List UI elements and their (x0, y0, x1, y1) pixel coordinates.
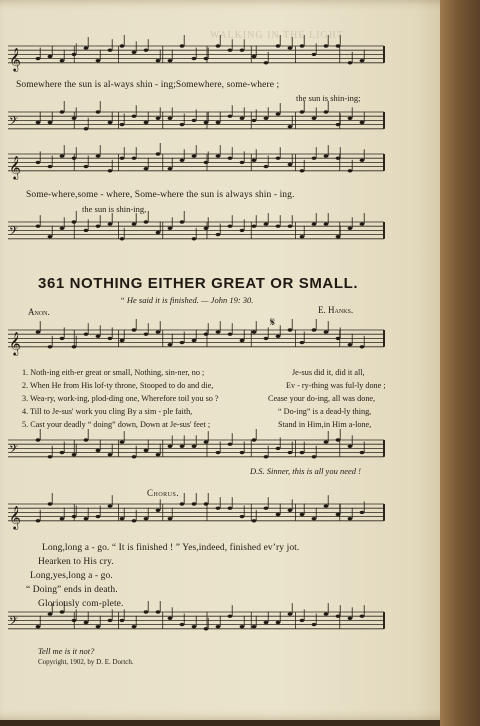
bass-clef: 𝄢 (9, 115, 19, 131)
treble-clef: 𝄞 (9, 48, 21, 71)
hymn-title: NOTHING EITHER GREAT OR SMALL. (69, 275, 359, 292)
chorus-alt-3: “ Doing” ends in death. (26, 585, 118, 595)
chorus-alt-2: Long,yes,long a - go. (30, 571, 113, 581)
page-header-bleedthrough: WALKING IN THE LIGHT (210, 30, 344, 41)
music-composer: E. Hanks. (318, 305, 354, 315)
chorus-alt-1: Hearken to His cry. (38, 557, 114, 567)
chorus-bottom-lyric: Tell me is it not? (38, 646, 95, 656)
staff (8, 35, 384, 72)
scripture-reference: “ He said it is finished. — John 19: 30. (120, 295, 254, 305)
chorus-line-1: Long,long a - go. “ It is finished ! ” Yes,indeed, finished ev’ry jot. (42, 543, 300, 553)
chorus-alt-4: Gloriously com-plete. (38, 599, 124, 609)
prev-lyric-line-1-low: the sun is shin-ing; (296, 93, 361, 103)
copyright-notice: Copyright, 1902, by D. E. Dortch. (38, 658, 134, 666)
verse-3: 3. Wea-ry, work-ing, plod-ding one, Wherefore toil you so ? Cease your do-ing, all was done, (22, 394, 376, 403)
staff (8, 143, 384, 180)
text-author: Anon. (28, 307, 50, 317)
segno-sign: 𝄋 (270, 315, 276, 329)
prev-lyric-line-1: Somewhere the sun is al-ways shin - ing;Somewhere, some-where ; (16, 80, 280, 90)
bass-clef: 𝄢 (9, 225, 19, 241)
staff (8, 211, 384, 241)
hymn-number: 361 (38, 275, 65, 292)
verse-2: 2. When He from His lof-ty throne, Stooped to do and die, Ev - ry-thing was ful-ly done ; (22, 381, 386, 390)
chorus-label: Chorus. (147, 488, 180, 498)
staff (8, 429, 384, 459)
verse-4: 4. Till to Je-sus' work you cling By a sim - ple faith, “ Do-ing” is a dead-ly thing, (22, 407, 372, 416)
staff (8, 319, 384, 356)
verse-5: 5. Cast your deadly “ doing” down, Down at Je-sus' feet ; Stand in Him,in Him a-lone, (22, 420, 372, 429)
hymn-heading (38, 275, 358, 292)
book-binding-edge (440, 0, 480, 726)
bass-clef: 𝄢 (9, 615, 19, 631)
staff (8, 493, 384, 530)
dal-segno-note: D.S. Sinner, this is all you need ! (250, 466, 361, 476)
staff (8, 101, 384, 131)
treble-clef: 𝄞 (9, 506, 21, 529)
prev-lyric-line-2: Some-where,some - where, Some-where the sun is always shin - ing. (26, 190, 295, 200)
bass-clef: 𝄢 (9, 443, 19, 459)
verse-1: 1. Noth-ing eith-er great or small, Nothing, sin-ner, no ; Je-sus did it, did it all, (22, 368, 365, 377)
treble-clef: 𝄞 (9, 156, 21, 179)
prev-lyric-line-2-low: the sun is shin-ing, (82, 204, 147, 214)
treble-clef: 𝄞 (9, 332, 21, 355)
